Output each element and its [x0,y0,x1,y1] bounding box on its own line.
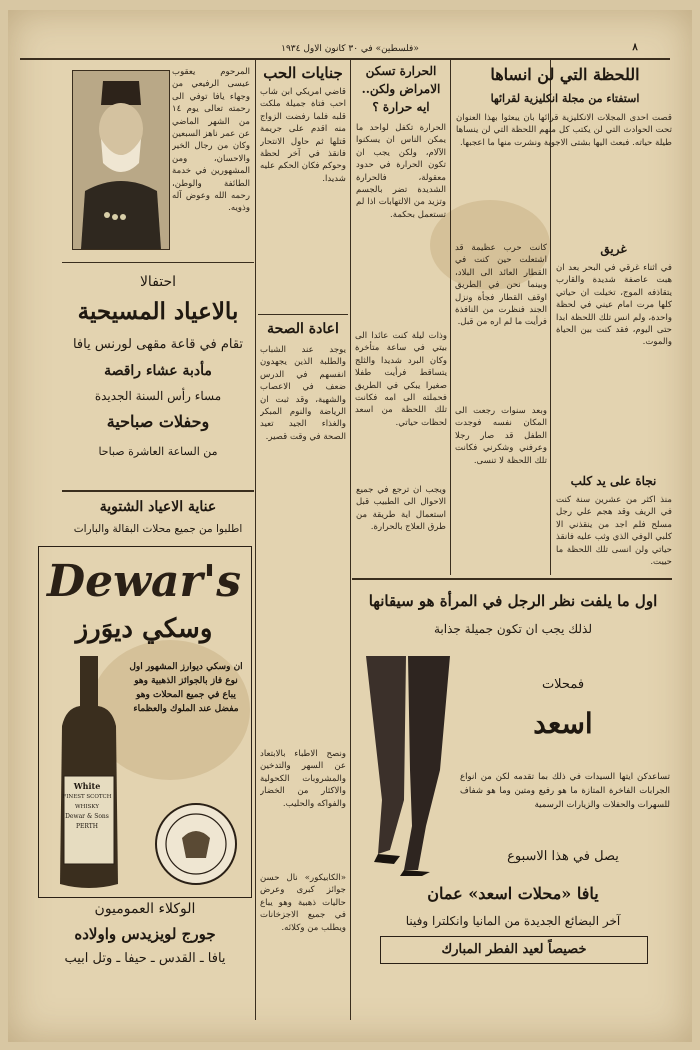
col3-text: ويجب ان ترجع في جميع الاحوال الى الطبيب قبل استعمال اية طريقة من طرق العلاج بالحرارة. [356,485,446,533]
stockings-subline: لذلك يجب ان تكون جميلة جذابة [434,622,592,636]
shop-label: فمحلات [541,677,585,692]
col4-text: قاضي امريكي ابن شاب احب فتاة جميلة ملكت قلبه فلما رفضت الزواج منه اقدم على جريمة قتلها ثم حاول الانتحار فانقذ في آخر لحظة وحوكم فكان الحكم عليه شديدا. [260,87,346,184]
dewars-ad-text: ان وسكي ديوارز المشهور اول نوع فاز بالجوائز الذهبية وهو يباع في جميع المحلات وهو مفضل عند الملوك والعظماء [129,662,243,714]
christmas-ad-line: من الساعة العاشرة صباحا [98,445,218,458]
christmas-ad-line: مأدبة عشاء راقصة [104,363,212,379]
stockings-headline: اول ما يلفت نظر الرجل في المرأة هو سيقانها [368,592,658,610]
section-rule [62,262,254,263]
christmas-ad-line: احتفالا [139,274,177,290]
col2-text: وذات ليلة كنت عائدا الى بيتي في ساعة متأخرة وكان البرد شديدا والثلج يتساقط فرأيت طفلا صغيرا يبكي في الطريق فحملته الى امه فكانت تلك اللحظة من اسعد لحظات حياتي. [355,331,447,428]
stockings-feast: خصيصاً لعيد الفطر المبارك [380,936,648,964]
bottle-label-line: FINEST SCOTCH WHISKY [62,794,112,810]
col4-text: يوجد عند الشباب والطلبة الذين يجهدون انفسهم في الدرس ضعف في الاعصاب والشهية، وقد ثبت ان الرياضة والنوم المبكر والغذاء الجيد تعيد الصحة في وقت قصير. [260,345,346,442]
column-rule [350,60,351,1020]
seal-icon [150,798,242,890]
obituary-text: المرحوم يعقوب عيسى الرفيعي من وجهاء يافا توفي الى رحمته تعالى يوم ١٤ من الشهر الماضي عن عمر ناهز السبعين وكان من رجال الخير والاحسان، ومن المشهورين في خدمة الطائفة والوطن، رحمه الله وعوض آله وذويه. [172,67,250,214]
christmas-ad-line: مساء رأس السنة الجديدة [94,389,222,403]
dewars-brand: Dewar's [47,556,241,607]
stockings-legs-icon [360,650,456,876]
col4-text: «الكابيكور» نال حسن جوائز كبرى وعرض حاليات ذهبية وهو يباع في جميع الاجزخانات ويطلب من وكلائه. [260,873,346,933]
col1-title: اللحظة التي لن انساها [490,65,640,84]
section-rule [258,314,348,315]
dewars-brand-arabic: وسكي ديوَرز [75,614,213,644]
header-rule [20,58,670,60]
shop-name: اسعد [533,707,593,740]
christmas-ad-line: تقام في قاعة مقهى لورنس يافا [72,337,244,352]
col2-text: كانت حرب عظيمة قد اشتعلت حين كنت في القطار العائد الى البلاد، وبينما نحن في الطريق اوقف القطار فجأة ونزل الجند فنظرت من النافذة فرأيت ما لم اره من قبل. [455,243,547,328]
bottle-label-line: White [73,781,101,791]
column-rule [450,60,451,575]
section-rule [62,490,254,492]
col1-subtitle: استفتاء من مجلة انكليزية لقرائها [490,92,640,105]
bottle-label-line: Dewar & Sons [65,813,109,820]
portrait-drawing [73,71,169,249]
col1-text: منذ اكثر من عشرين سنة كنت في الريف وقد هجم علي رجل مسلح فلم اجد من ينقذني الا كلبي الوفي الذي وثب عليه فانقذ حياتي ولن انسى تلك اللحظة ما حييت. [556,495,672,568]
col3-title: الحرارة تسكن الامراض ولكن.. ايه حرارة ؟ [361,64,441,114]
agents-name: جورج لويزيدس واولاده [74,925,216,943]
portrait-image [72,70,170,250]
bottle-label-line: PERTH [75,823,99,830]
col1-subheading: غريق [600,242,627,256]
stockings-goods: آخر البضائع الجديدة من المانيا وانكلترا وفينا [405,914,621,928]
col1-text: في اثناء غرقي في البحر بعد ان هبت عاصفة شديدة والقارب يتقاذفه الموج، تخيلت ان حياتي كلها مرت امام عيني في لحظة واحدة، ولم انس تلك اللحظة ابدا حتى اليوم، فقد كنت بين الحياة والموت. [556,263,672,348]
page-number: ٨ [632,42,638,53]
winter-ad-title: عناية الاعياد الشتوية [99,499,217,515]
col1-subheading: نجاة على يد كلب [570,474,657,488]
agents-title: الوكلاء العموميون [94,901,196,917]
col3-text: الحرارة تكفل لواحد ما يمكن الناس ان يسكنوا الآلام، ولكن يجب ان تكون الحرارة في حدود معقولة، فالحرارة الشديدة تضر بالجسم وتزيد من الالتهابات اذا لم تستعمل بحكمة. [356,123,446,220]
section-rule [352,578,672,580]
whisky-bottle-icon [52,656,126,892]
col4-title: جنايات الحب [263,64,343,82]
christmas-ad-heading: بالاعياد المسيحية [77,298,239,325]
masthead: «فلسطين» في ٣٠ كانون الاول ١٩٣٤ [281,44,419,54]
christmas-ad-line: وحفلات صباحية [106,412,210,431]
stockings-arrival: يصل في هذا الاسبوع [507,849,619,864]
col4-text: ونصح الاطباء بالابتعاد عن السهر والتدخين والمشروبات الكحولية والاكثار من الخضار والفواكه والحليب. [260,749,346,809]
col4-title-2: اعادة الصحة [267,321,339,337]
agents-cities: يافا ـ القدس ـ حيفا ـ وتل ابيب [64,951,226,966]
col2-text: وبعد سنوات رجعت الى المكان نفسه فوجدت الطفل قد صار رجلا وعرفني وشكرني فكانت تلك اللحظة لا تنسى. [455,406,547,466]
column-rule [255,60,256,1020]
stockings-body: تساعدكن ايتها السيدات في ذلك بما تقدمه لكن من انواع الجرابات الفاخرة المتازة ما هو رفيع ومتين وما هو شفاف للسهرات والحفلات والزيارات الرسمية [460,772,670,810]
winter-ad-text: اطلبوا من جميع محلات البقالة والبارات [73,523,243,535]
col1-intro: قصت احدى المجلات الانكليزية قرائها بان يبعثوا بهذا العنوان تحت الحوادث التي لن يكتب كل منهم اللحظة التي لن ينساها طيلة حياته. فبعث اليها بشتى الاجوبة ونشرت منها ما اعجبها. [456,113,672,148]
stockings-branches: يافا «محلات اسعد» عمان [427,884,599,903]
